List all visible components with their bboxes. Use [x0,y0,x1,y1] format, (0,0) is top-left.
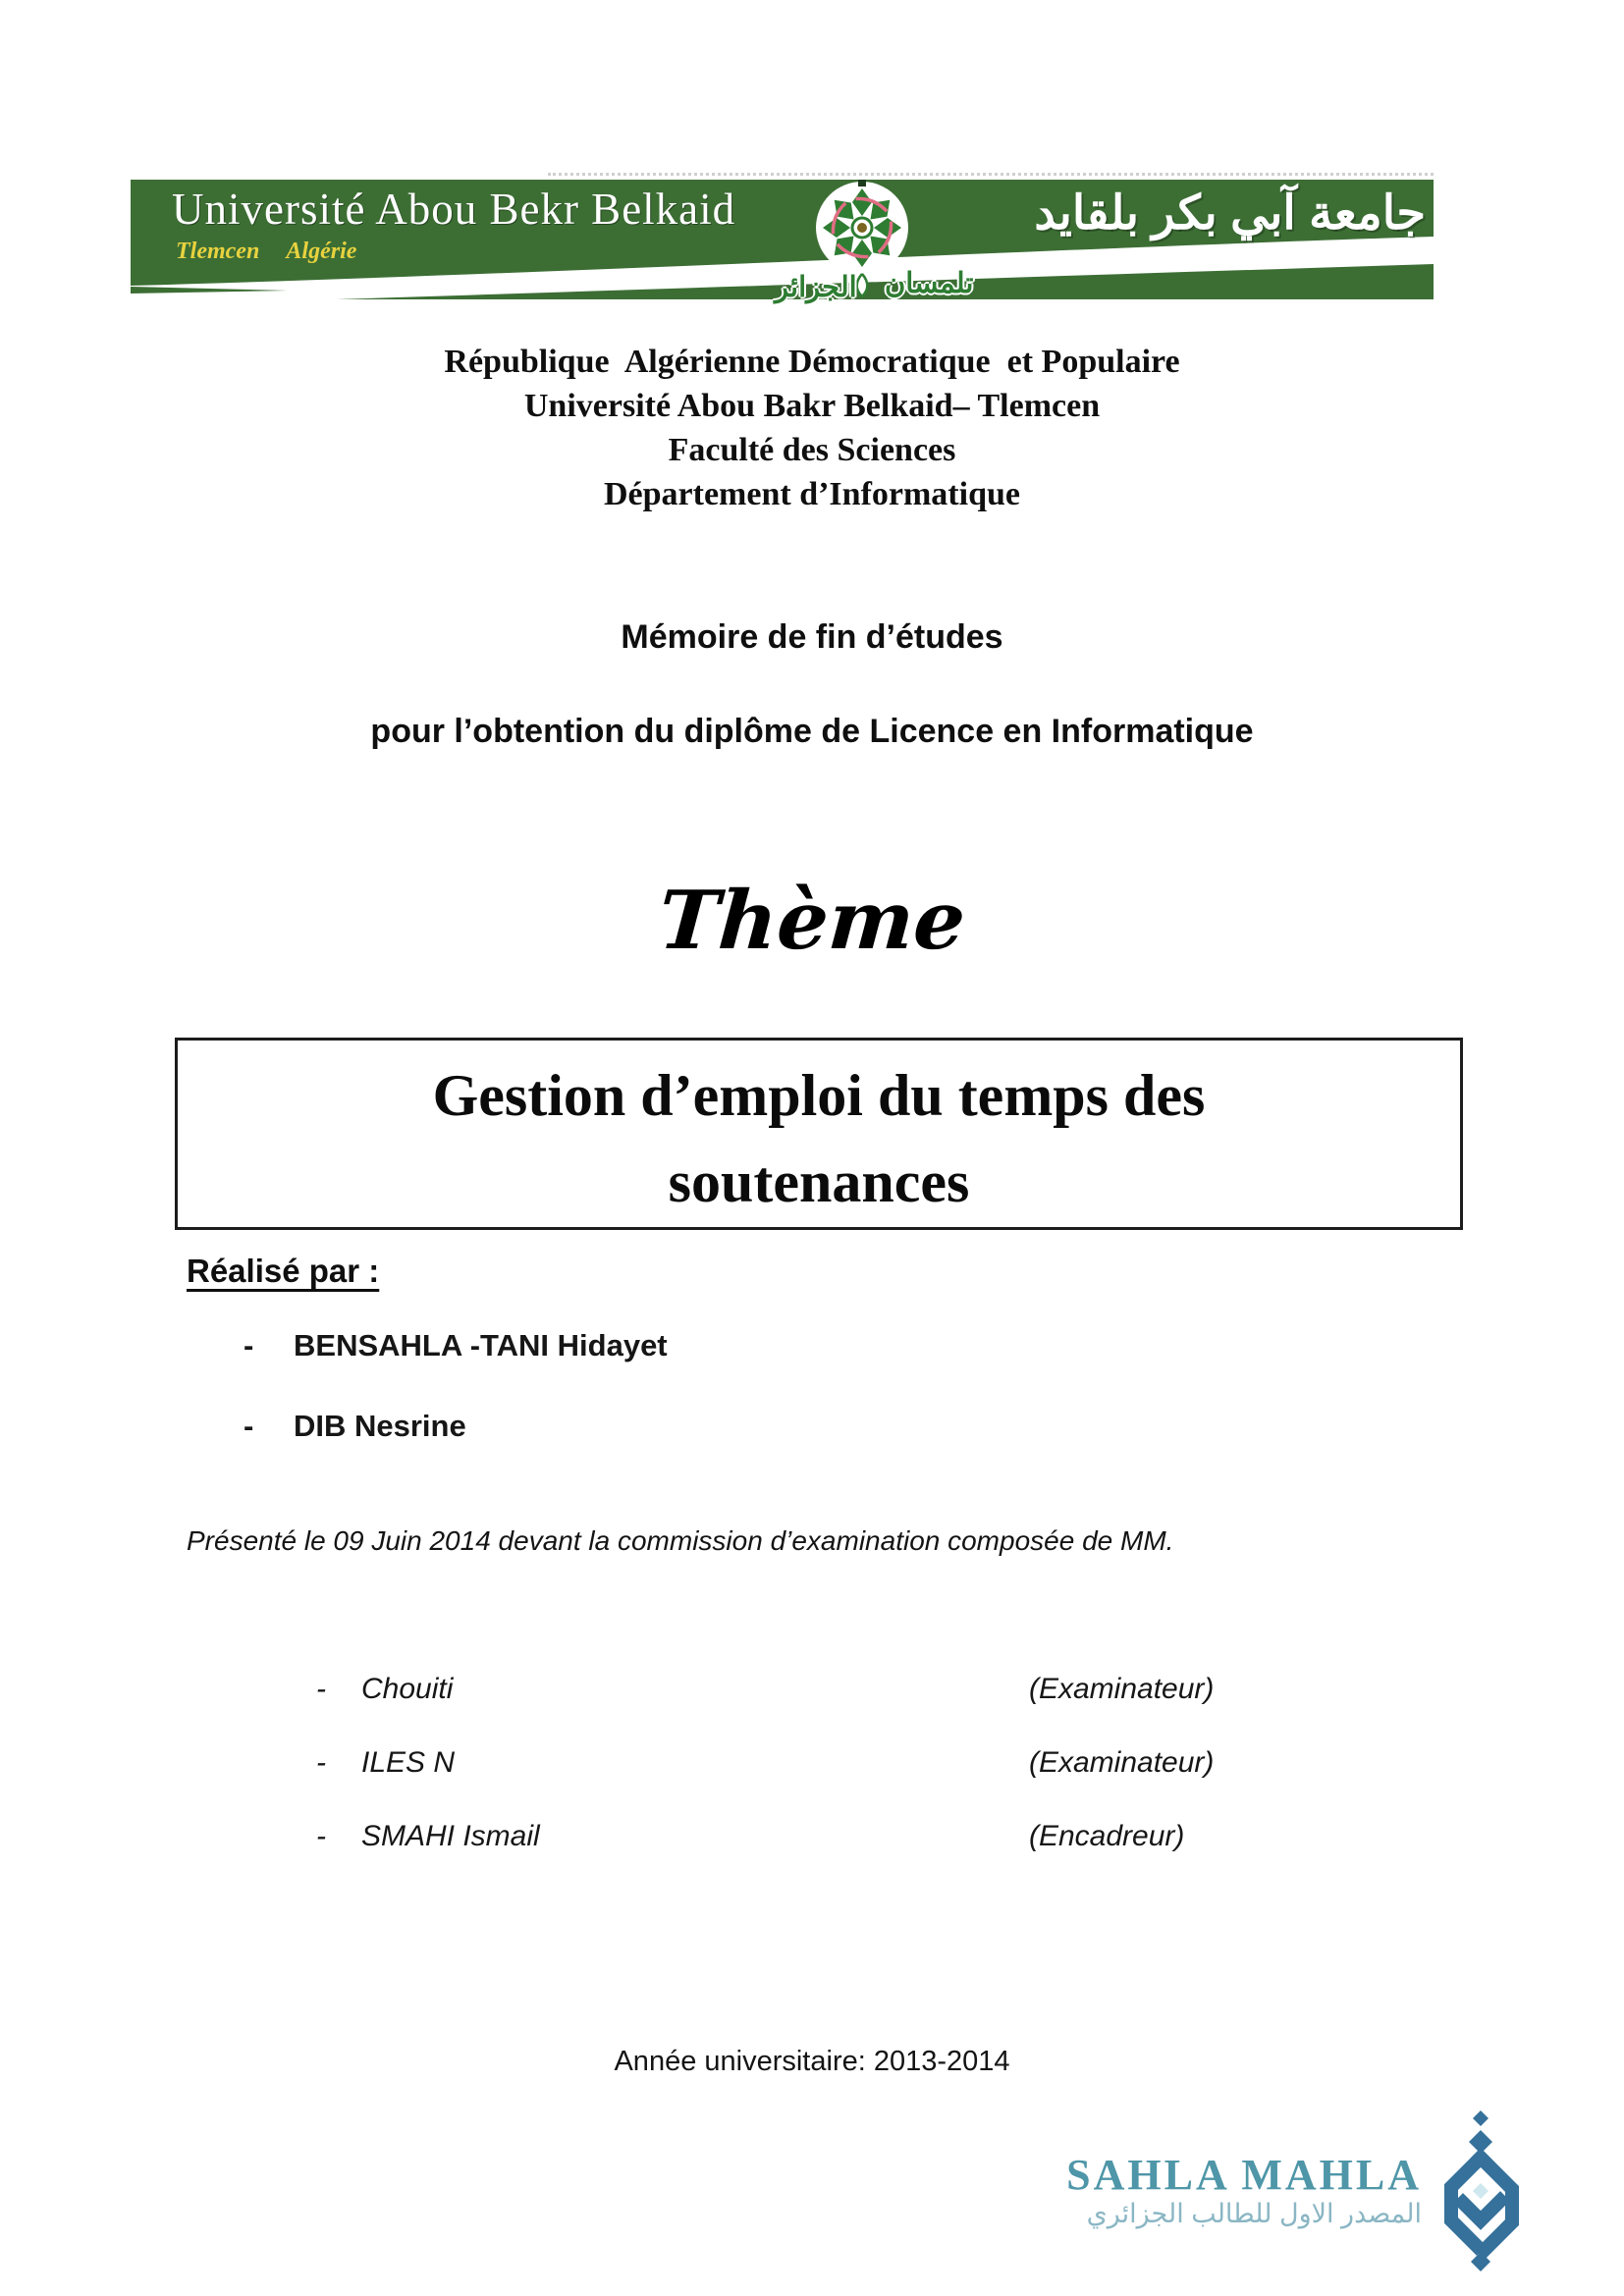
thesis-title-box [175,1038,1463,1230]
university-name-arabic: جامعة آبي بكر بلقايد [1034,187,1426,240]
emblem-caption-algeria: الجزائر [775,272,857,303]
academic-year: Année universitaire: 2013-2014 [614,2046,1010,2077]
author-name: BENSAHLA -TANI Hidayet [294,1328,668,1362]
university-line: Université Abou Bakr Belkaid– Tlemcen [523,388,1101,424]
sahla-mahla-wordmark: SAHLA MAHLA [1066,2151,1422,2199]
committee-row [0,1820,1624,1859]
emblem-caption-tlemcen: تلمسان [885,268,974,299]
committee-role: (Examinateur) [1029,1746,1215,1779]
department-line: Département d’Informatique [604,476,1020,512]
university-wordmark: Université Abou Bekr Belkaid [172,185,736,234]
committee-role: (Encadreur) [1029,1820,1185,1852]
committee-bullet: - [316,1820,326,1852]
diploma-subtitle: pour l’obtention du diplôme de Licence en Informatique [370,713,1254,750]
committee-row [0,1673,1624,1712]
author-row [0,1409,1624,1448]
memoir-title: Mémoire de fin d’études [621,618,1003,656]
sahla-mahla-logo-icon [1422,2107,1540,2278]
committee-role: (Examinateur) [1029,1673,1215,1705]
republic-line: République Algérienne Démocratique et Populaire [444,344,1180,380]
scan-artifact-dotted-line [548,173,1434,176]
author-name: DIB Nesrine [294,1409,466,1443]
author-bullet: - [244,1328,254,1362]
author-row [0,1328,1624,1367]
committee-bullet: - [316,1746,326,1779]
university-banner [131,180,1434,305]
presentation-note: Présenté le 09 Juin 2014 devant la commission d’examination composée de MM. [187,1525,1174,1556]
committee-row [0,1746,1624,1786]
authors-heading: Réalisé par : [187,1253,380,1289]
sahla-mahla-tagline: المصدر الاول للطالب الجزائري [1086,2199,1422,2228]
committee-bullet: - [316,1673,326,1705]
committee-name: ILES N [361,1746,456,1779]
committee-name: SMAHI Ismail [361,1820,540,1852]
thesis-title-line2: soutenances [668,1149,970,1214]
committee-name: Chouiti [361,1673,454,1705]
theme-label: Thème [655,874,969,968]
university-location: Tlemcen Algérie [176,239,357,264]
institution-header [0,340,1624,516]
thesis-title-line1: Gestion d’emploi du temps des [432,1063,1206,1128]
author-bullet: - [244,1409,254,1443]
faculty-line: Faculté des Sciences [668,432,956,468]
